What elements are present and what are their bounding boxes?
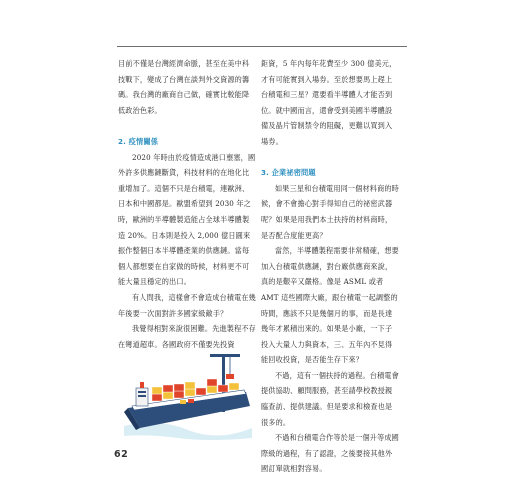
right-column (261, 56, 399, 477)
section-3-paragraph-3: 不過，這有一個扶持的過程。台積電會提供協助、顧問服務，甚至請學校教授親臨查訪、提供建議。但是要求和檢查也是很多的。 (261, 370, 399, 427)
section-3-paragraph-2: 當然，半導體製程需要非常精確，想要加入台積電供應鏈，對台廠供應商來說，真的是艱辛又嚴格。像是 ASML 或者 AMT 這些國際大廠，跟台積電一起調整的時間，應該不只是幾個月的事，而是長達幾年才累積出來的。如果是小廠，一下子投入大量人力與資本，三、五年內不見得能回收投資，是否能生存下來？ (261, 246, 399, 365)
page-number: 62 (114, 449, 129, 460)
left-column (118, 56, 256, 352)
section-2-paragraph-3: 我覺得相對來說很困難。先進製程不存在彎道超車。各國政府不僅要先投資 (118, 324, 256, 349)
section-3-paragraph-1: 如果三星和台積電用同一個材料商的時候，會不會擔心對手得知自己的祕密武器呢？如果是用我們本土扶持的材料商時，是否配合度能更高？ (261, 183, 399, 240)
section-3-heading: 3. 企業祕密問題 (261, 168, 316, 178)
section-3-paragraph-4: 不過和台積電合作等於是一個升等成國際級的過程，有了認證，之後要接其他外國訂單就相對容易。 (261, 433, 399, 474)
section-2-paragraph-2: 有人問我，這樣會不會造成台積電在幾年後要一次面對許多國家級敵手？ (118, 292, 256, 318)
container-ship-illustration (118, 346, 258, 446)
section-2-heading: 2. 疫情關係 (118, 136, 159, 146)
section-2-paragraph-1: 2020 年時由於疫情造成港口壅塞，國外許多供應鏈斷貨，科技材料的在地化比重增加了。這個不只是台積電，連歐洲、日本和中國都是。歐盟希望到 2030 年之時，歐洲的半導體製造能占全球半導體製造 20%。日本則是投入 2,000 億日圓來振作整個日本半導體產業的供應鏈。當每個人都想要在自家做的時候，材料更不可能大量且穩定的出口。 (118, 152, 256, 287)
intro-paragraph: 目前不僅是台灣經濟命脈，甚至在美中科技戰下，變成了台灣在談判外交資源的籌碼。我台灣的廠商自己做，確實比較能降低政治色彩。 (118, 59, 250, 115)
header-rule (117, 46, 407, 47)
continued-paragraph: 鉅資，5 年內每年花費至少 300 億美元，才有可能實到入場券。至於想要馬上趕上台積電和三星？還要看半導體人才能否到位。就中國而言，還會受到美國半導體設備及晶片管制禁令的阻礙，更難以買到入場券。 (261, 59, 397, 146)
